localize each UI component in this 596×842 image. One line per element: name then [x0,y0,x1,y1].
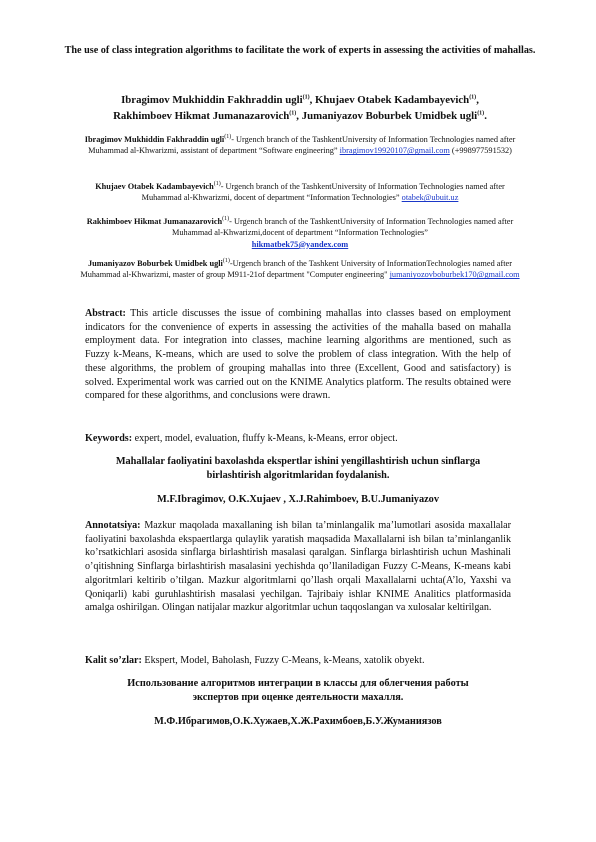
author-name: Ibragimov Mukhiddin Fakhraddin ugli [121,94,303,106]
author-affil-mark: (1) [469,94,477,101]
annotation-label: Annotatsiya: [85,520,141,531]
affiliation-2 [80,181,520,204]
author-separator: , [309,94,316,106]
affiliation-text: -Urgench branch of the Tashkent University of InformationTechnologies named after Muhammad al-Khwarizmi, master of group M911-21of department "Computer engineering" [80,259,512,280]
affiliation-4 [80,258,520,281]
affiliation-1 [80,134,520,157]
affiliation-mark: (1) [213,181,221,188]
author-name: Rakhimboev Hikmat Jumanazarovich [113,109,290,122]
annotation-text: Mazkur maqolada maxallaning ish bilan ta’minlangalik ma’lumotlari asosida maxallalar faoliyatini baxolashda ekspaertlarga qulaylik yaratish maqsadida Maxallalarni ish bilan ta’minlanganlik ko’rsatkichlari asosida sinflarga birlashtirish masalasi qaralgan. Sinflarga birlashtirish uchun Mashinali o’qitishning Sinflarga birlashtirish masalasini yechishda qo’llaniladigan Fuzzy C-Means, K-means kabi algoritmlari keltirib o’tilgan. Mazkur algoritmlarni qo’llash orqali Maxallalarni uchta(A’lo, Yaxshi va Qoniqarli) kabi guruhlashtirish masalasi yechilgan. Tajribaiy ishlar KNIME Analitics platformasida amalga oshirilgan. Olingan natijalar mazkur algoritmlar uchun taqqoslangan va xulosalar keltirilgan. [85,520,511,614]
paper-title: The use of class integration algorithms to facilitate the work of experts in assessing the activities of mahallas. [64,45,536,56]
email-link[interactable]: jumaniyozovboburbek170@gmail.com [389,270,520,280]
uzbek-authors: M.F.Ibragimov, O.K.Xujaev , X.J.Rahimboev, B.U.Jumaniyazov [157,494,439,505]
author-name: Khujaev Otabek Kadambayevich [315,94,470,106]
kalit-sozlar [85,654,511,668]
affiliation-text: - Urgench branch of the TashkentUniversity of Information Technologies named after Muhammad al-Khwarizmi, assistant of department “Software engineering” [88,135,516,156]
author-name: Jumaniyazov Boburbek Umidbek ugli [301,109,478,122]
affiliation-name: Jumaniyazov Boburbek Umidbek ugli [87,259,223,268]
email-link[interactable]: hikmatbek75@yandex.com [251,239,349,249]
affiliation-name: Khujaev Otabek Kadambayevich [95,182,214,191]
author-affil-mark: (1) [289,109,297,116]
abstract-label: Abstract: [85,308,126,319]
uzbek-title: Mahallalar faoliyatini baxolashda ekspertlar ishini yengillashtirish uchun sinflarga birlashtirish algoritmlaridan foydalanish. [115,456,481,481]
keywords [85,432,511,446]
affiliation-mark: (1) [222,258,230,265]
affiliation-mark: (1) [222,216,230,223]
kalit-label: Kalit so’zlar: [85,655,142,666]
author-separator: , [296,109,302,122]
phone-number: (+998977591532) [449,146,512,156]
author-end: . [484,109,487,122]
affiliation-text: - Urgench branch of the TashkentUniversity of Information Technologies named after Muhammad al-Khwarizmi,docent of department “Information Technologies” [172,217,514,238]
affiliation-mark: (1) [224,134,232,141]
email-link[interactable]: otabek@ubuit.uz [401,193,459,203]
russian-title: Использование алгоритмов интеграции в классы для облегчения работы экспертов при оценке деятельности махалля. [127,678,469,703]
affiliation-name: Rakhimboev Hikmat Jumanazarovich [86,217,223,226]
affiliation-text: - Urgench branch of the TashkentUniversity of Information Technologies named after Muhammad al-Khwarizmi, docent of department “Information Technologies” [141,182,505,203]
author-list [70,93,530,124]
kalit-text: Ekspert, Model, Baholash, Fuzzy C-Means, k-Means, xatolik obyekt. [141,655,425,666]
author-separator: , [476,94,479,106]
affiliation-name: Ibragimov Mukhiddin Fakhraddin ugli [84,135,225,144]
affiliation-3 [80,216,520,250]
russian-authors: М.Ф.Ибрагимов,О.К.Хужаев,Х.Ж.Рахимбоев,Б.У.Жуманиязов [154,716,442,727]
keywords-label: Keywords: [85,433,133,444]
email-link[interactable]: ibragimov19920107@gmail.com [339,146,450,156]
keywords-text: expert, model, evaluation, fluffy k-Means, k-Means, error object. [132,433,398,444]
author-affil-mark: (1) [302,94,310,101]
author-affil-mark: (1) [477,109,485,116]
abstract [85,307,511,403]
abstract-text: This article discusses the issue of combining mahallas into classes based on employment indicators for the convenience of experts in assessing the activities of the mahalla based on mahalla employment data. For integration into classes, machine learning algorithms are mentioned, such as Fuzzy k-Means, K-means, which are used to solve the problem of class integration. With the help of these algorithms, the problem of grouping mahallas into three (Excellent, Good and satisfactory) is solved. Experimental work was carried out on the KNIME Analytics platform. The results obtained were compared for these algorithms, and conclusions were drawn. [85,308,511,402]
annotation [85,519,511,615]
